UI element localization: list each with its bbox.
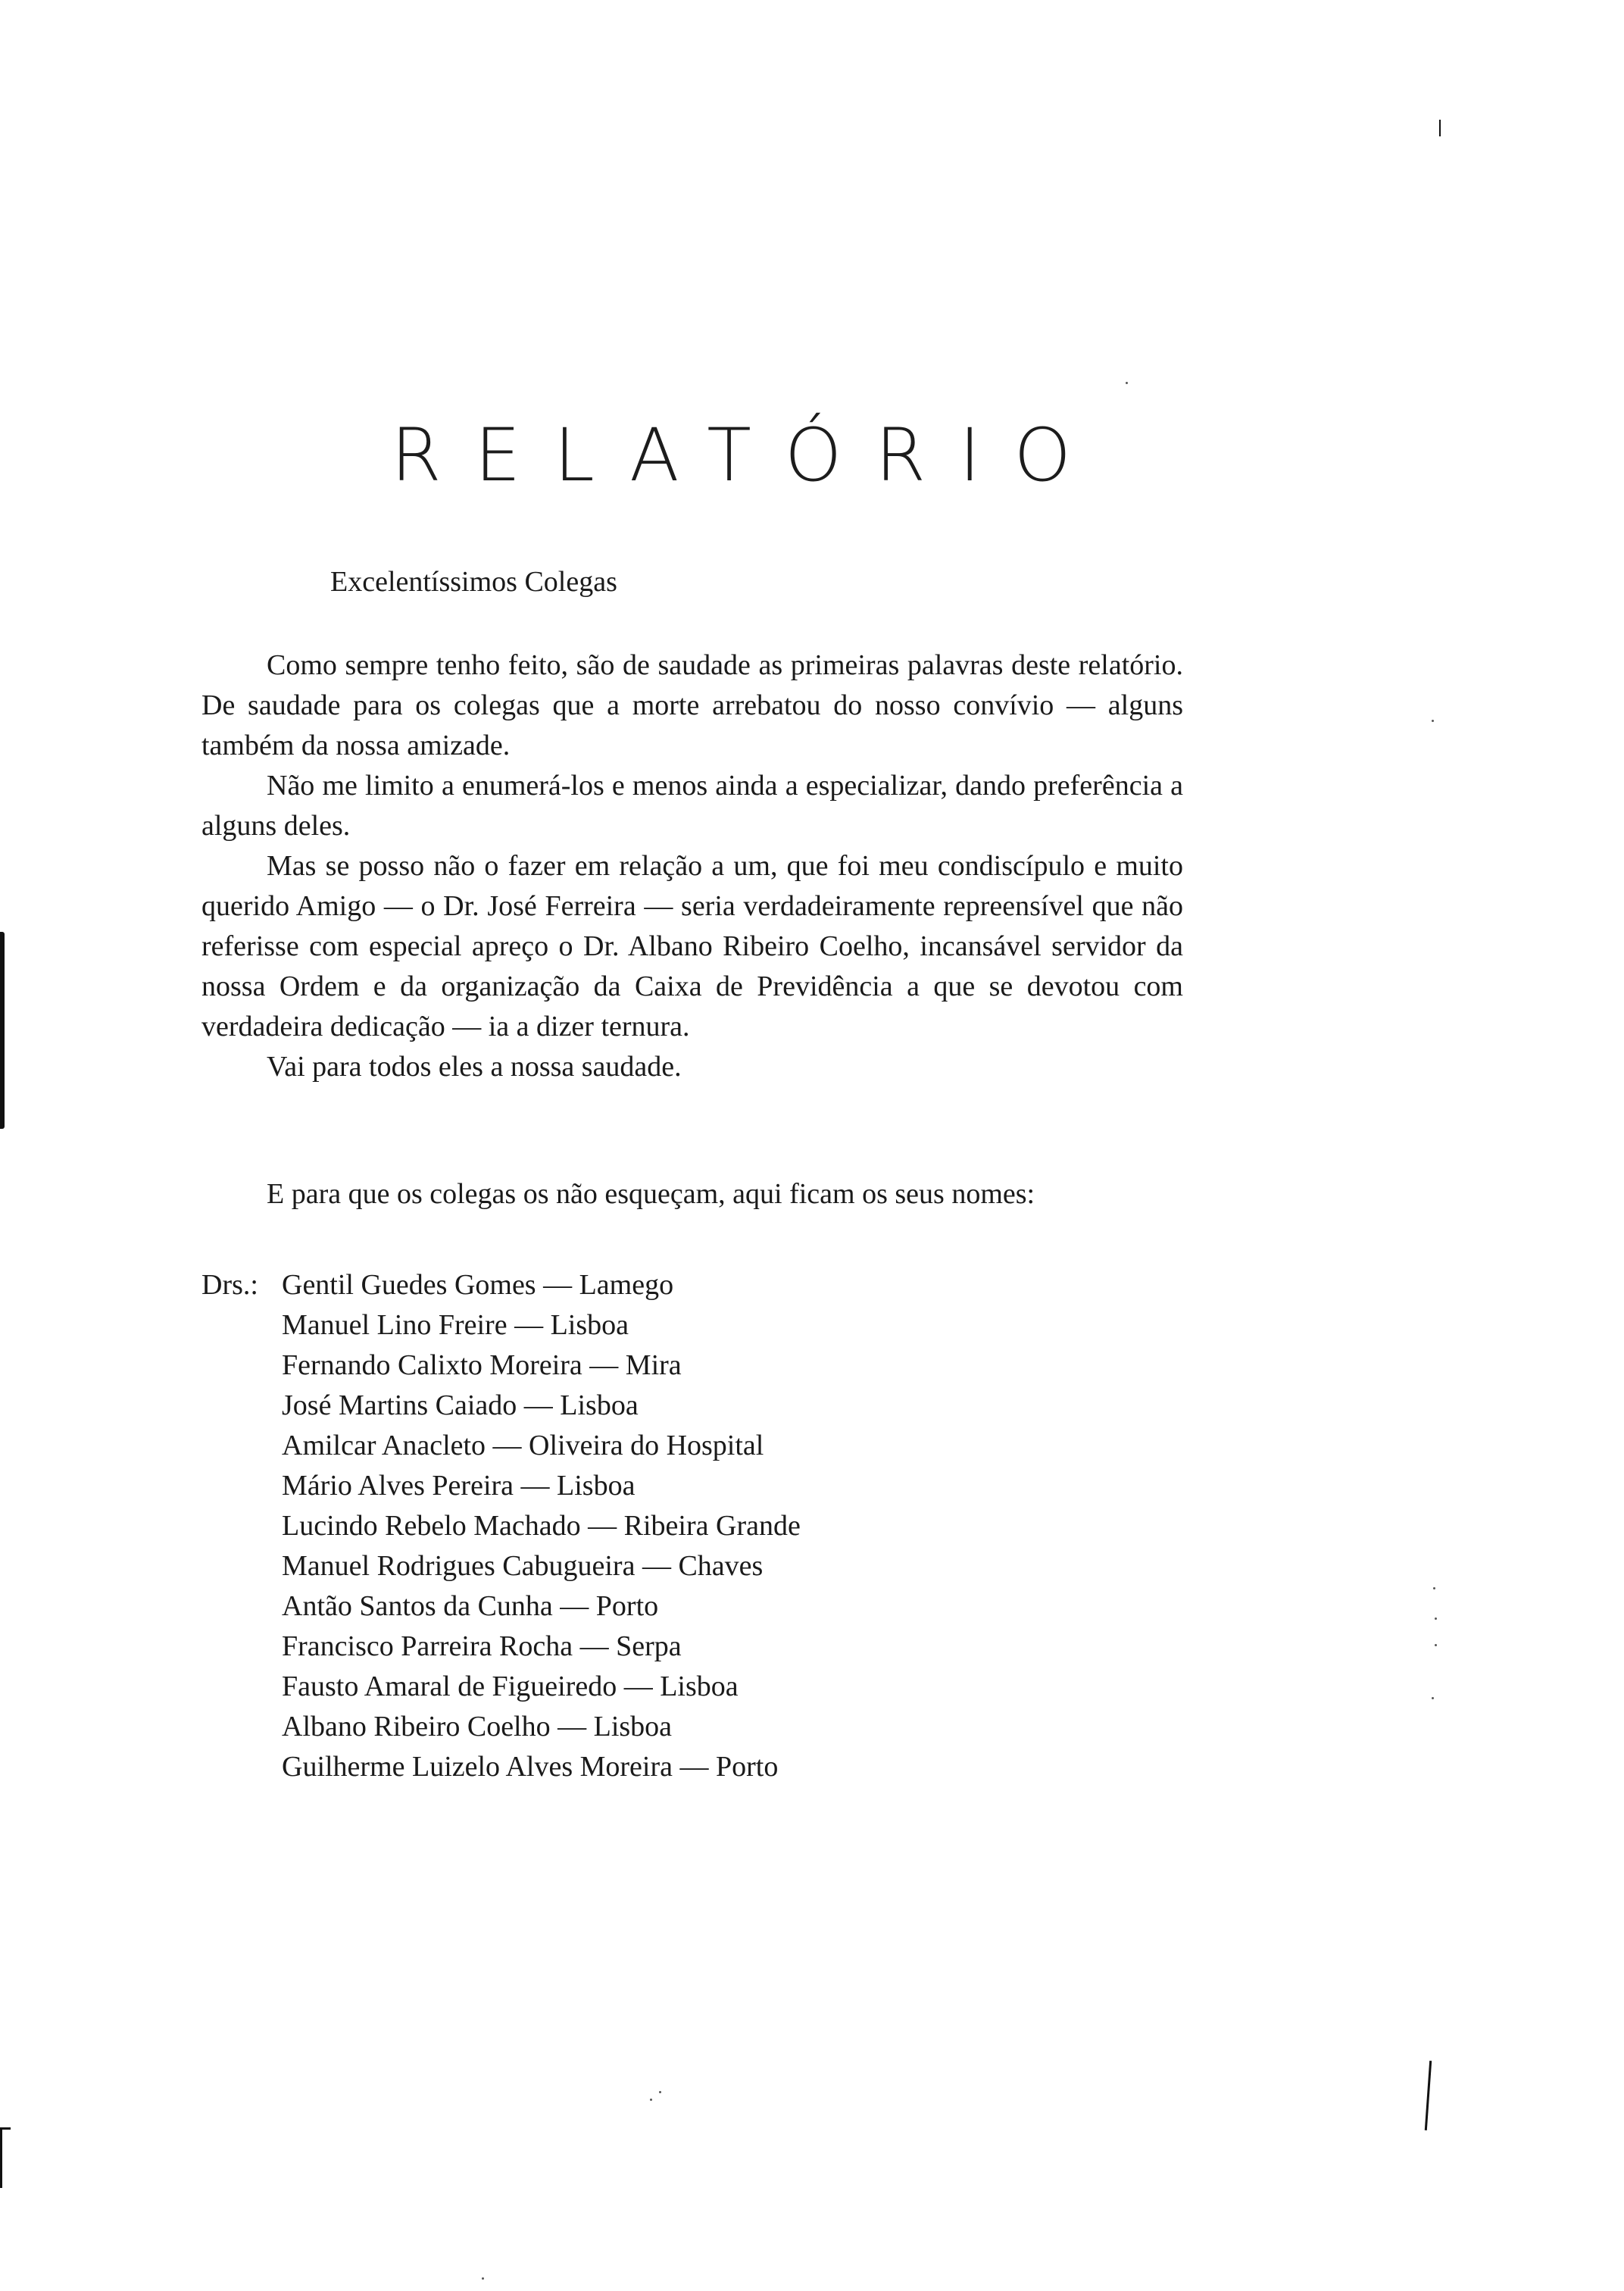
list-item: Lucindo Rebelo Machado — Ribeira Grande	[282, 1510, 801, 1542]
scan-speck	[1432, 1697, 1434, 1699]
list-item: Mário Alves Pereira — Lisboa	[282, 1470, 636, 1502]
list-item: Amilcar Anacleto — Oliveira do Hospital	[282, 1430, 764, 1461]
names-intro: E para que os colegas os não esqueçam, aqui ficam os seus nomes:	[267, 1178, 1035, 1210]
paragraph: Como sempre tenho feito, são de saudade as primeiras palavras deste relatório. De saudade para os colegas que a morte arrebatou do nosso convívio — alguns também da nossa amizade.	[201, 649, 1183, 761]
deceased-colleagues-list	[282, 1265, 801, 1787]
list-item: Manuel Lino Freire — Lisboa	[282, 1309, 629, 1341]
list-item: Fernando Calixto Moreira — Mira	[282, 1349, 682, 1381]
names-prefix: Drs.:	[201, 1269, 258, 1301]
list-item: Gentil Guedes Gomes — Lamego	[282, 1269, 674, 1301]
scan-edge-mark-left-bottom	[0, 2127, 2, 2188]
scan-speck	[650, 2099, 652, 2101]
scan-speck	[1432, 720, 1434, 722]
scan-speck	[1435, 1644, 1437, 1646]
scan-speck	[482, 2277, 484, 2280]
page-title: RELATÓRIO	[391, 413, 1105, 498]
list-item: Albano Ribeiro Coelho — Lisboa	[282, 1711, 673, 1742]
paragraph: Vai para todos eles a nossa saudade.	[267, 1051, 682, 1083]
scan-speck	[1435, 1617, 1437, 1620]
scan-speck	[1126, 382, 1128, 384]
scan-edge-mark-corner	[0, 2127, 11, 2130]
scan-edge-mark-right-top	[1439, 120, 1441, 136]
list-item: Antão Santos da Cunha — Porto	[282, 1590, 659, 1622]
scan-speck	[1433, 1587, 1435, 1589]
salutation: Excelentíssimos Colegas	[330, 566, 617, 598]
list-item: José Martins Caiado — Lisboa	[282, 1389, 639, 1421]
paragraph: Mas se posso não o fazer em relação a um, que foi meu condiscípulo e muito querido Amigo — o Dr. José Ferreira — seria verdadeiramente repreensível que não referisse com especial apreço o Dr. Albano Ribeiro Coelho, incansável servidor da nossa Ordem e da organização da Caixa de Previdência a que se devotou com verdadeira dedicação — ia a dizer ternura.	[201, 850, 1183, 1042]
list-item: Manuel Rodrigues Cabugueira — Chaves	[282, 1550, 764, 1582]
paragraph: Não me limito a enumerá-los e menos ainda a especializar, dando preferência a alguns deles.	[201, 770, 1183, 842]
report-body	[201, 645, 1183, 1087]
list-item: Francisco Parreira Rocha — Serpa	[282, 1630, 682, 1662]
list-item: Fausto Amaral de Figueiredo — Lisboa	[282, 1671, 739, 1702]
scan-edge-mark-left	[0, 932, 5, 1129]
scan-edge-mark-right-bottom	[1425, 2061, 1432, 2130]
scan-speck	[659, 2091, 661, 2093]
list-item: Guilherme Luizelo Alves Moreira — Porto	[282, 1751, 779, 1783]
